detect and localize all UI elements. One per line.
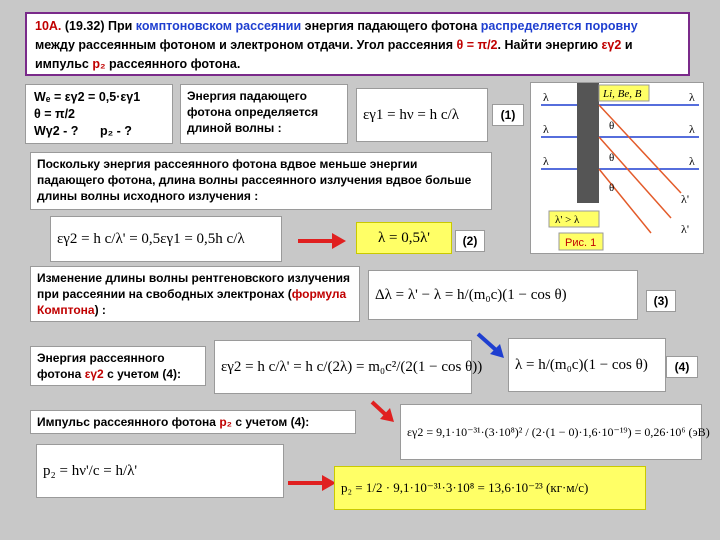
unknown-energy: Wγ2 - ? [34,124,79,138]
step3-formula [368,270,638,320]
givens-box [25,84,173,144]
problem-number: 10А. [35,19,62,33]
problem-statement [25,12,690,76]
unknown-momentum: p₂ - ? [99,124,132,138]
compton-formula-label: формула Комптона [37,287,347,317]
problem-highlight-equal: распределяется поровну [480,19,638,33]
scattering-diagram [531,83,703,253]
problem-text: рассеянного фотона. [109,57,241,71]
given-line-3 [34,123,164,140]
formula-text: εγ2 = h c/λ' = 0,5εγ1 = 0,5h c/λ [57,230,245,247]
lambda-label: λ [689,90,695,104]
formula-text: Δλ = λ' − λ = h/(m₀c)(1 − cos θ) [375,286,567,303]
lambda-label: λ [689,154,695,168]
theta-label: θ [609,152,615,164]
formula-text: εγ2 = 9,1·10⁻³¹·(3·10⁸)² / (2·(1 − 0)·1,6·10⁻¹⁹) = 0,26·10⁶ (эВ) [407,424,710,439]
lambda-label: λ [543,154,549,168]
theta-label: θ [609,120,615,132]
eq-number-4: (4) [666,356,698,378]
compton-scattering-figure [530,82,704,254]
lambda-label: λ [543,90,549,104]
step4-symbol: εγ2 [84,367,104,381]
problem-text: энергия падающего фотона [304,19,478,33]
step1-text: Энергия падающего фотона определяется длиной волны : [180,84,348,144]
theta-label: θ [609,182,615,194]
eq-number-3: (3) [646,290,676,312]
step4-text-part: с учетом (4): [107,367,182,381]
step5-text [30,410,356,434]
formula-text: p₂ = hν'/c = h/λ' [43,462,138,479]
lambda-prime-label: λ' [681,222,689,236]
step4-lambda-formula [508,338,666,392]
figure-caption: Рис. 1 [565,237,597,249]
step4-text-part: Энергия рассеянного фотона [37,351,165,381]
formula-text: εγ1 = hν = h c/λ [363,106,459,123]
step3-text [30,266,360,322]
step4-formula [214,340,483,394]
step3-text-part: ) : [94,303,106,317]
step2-text: Поскольку энергия рассеянного фотона вдвое меньше энергии падающего фотона, длина волны рассеянного излучения вдвое больше длины волны исходного излучения : [30,152,492,210]
material-label: Li, Be, B [603,88,642,100]
lambda-label: λ [543,122,549,136]
problem-energy-symbol: εγ2 [601,38,622,52]
formula-text: λ = 0,5λ' [378,229,430,246]
arrow-red [288,474,336,492]
problem-text: При [107,19,133,33]
step5-text-part: с учетом (4): [235,415,310,429]
arrow-red [298,232,346,250]
step4-text [30,346,206,386]
given-line-2: θ = π/2 [34,107,75,121]
arrow-red-diagonal [370,400,396,424]
formula-text: p₂ = 1/2 · 9,1·10⁻³¹·3·10⁸ = 13,6·10⁻²³ (кг·м/с) [341,480,589,495]
step3-text-part: Изменение длины волны рентгеновского излучения при рассеянии на свободных электронах ( [37,271,350,301]
step5-text-part: Импульс рассеянного фотона [37,415,216,429]
step5-momentum-formula [36,444,284,498]
scatterer-block [577,83,599,203]
problem-highlight-compton: комптоновском рассеянии [135,19,302,33]
problem-momentum-symbol: p₂ [92,57,106,71]
lambda-label: λ [689,122,695,136]
formula-text: λ = h/(m₀c)(1 − cos θ) [515,356,648,373]
step5-symbol: p₂ [219,415,232,429]
given-line-1: Wₑ = εγ2 = 0,5·εγ1 [34,90,141,104]
problem-text: между рассеянным фотоном и электроном отдачи. Угол рассеяния [35,38,454,52]
eq-number-1: (1) [492,104,524,126]
problem-angle: θ = π/2 [456,38,498,52]
inequality-label: λ' > λ [555,214,580,226]
step2-result [356,222,452,254]
problem-text: и импульс [35,38,633,71]
problem-ref: (19.32) [64,19,105,33]
step2-formula [50,216,282,262]
problem-text: . Найти энергию [497,38,599,52]
step5-energy-formula [400,404,710,460]
lambda-prime-label: λ' [681,192,689,206]
formula-text: εγ2 = h c/λ' = h c/(2λ) = m₀c²/(2(1 − cos θ)) [221,358,483,375]
eq-number-2: (2) [455,230,485,252]
arrow-blue [476,332,506,360]
step5-momentum-result [334,466,646,510]
step1-formula [356,88,488,142]
